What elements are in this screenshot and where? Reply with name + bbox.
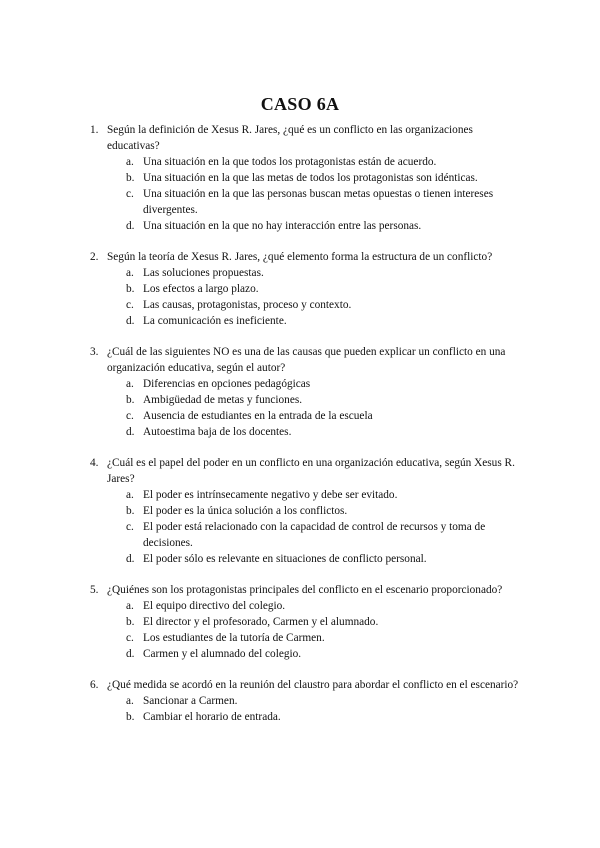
- question-3: [0, 344, 600, 440]
- option-letter: b.: [126, 172, 135, 184]
- option-letter: b.: [126, 616, 135, 628]
- question-text: Según la teoría de Xesus R. Jares, ¿qué elemento forma la estructura de un conflicto?: [107, 251, 493, 263]
- option-text: Cambiar el horario de entrada.: [143, 711, 281, 723]
- option-text: Una situación en la que todos los protagonistas están de acuerdo.: [143, 156, 437, 168]
- option-text: Autoestima baja de los docentes.: [143, 426, 292, 438]
- option-c: [0, 186, 600, 218]
- option-letter: c.: [126, 632, 134, 644]
- option-letter: b.: [126, 394, 135, 406]
- option-letter: d.: [126, 315, 135, 327]
- option-letter: c.: [126, 299, 134, 311]
- option-letter: b.: [126, 283, 135, 295]
- option-text: Una situación en la que las personas buscan metas opuestas o tienen intereses divergentes.: [143, 188, 494, 216]
- option-list: [0, 693, 600, 725]
- option-text: El poder sólo es relevante en situaciones de conflicto personal.: [143, 553, 427, 565]
- option-text: Una situación en la que no hay interacción entre las personas.: [143, 220, 422, 232]
- option-letter: c.: [126, 521, 134, 533]
- option-b: [0, 281, 600, 297]
- question-1: [0, 122, 600, 234]
- option-list: [0, 376, 600, 440]
- option-text: El poder es intrínsecamente negativo y debe ser evitado.: [143, 489, 398, 501]
- question-text: ¿Qué medida se acordó en la reunión del claustro para abordar el conflicto en el escenario?: [107, 679, 519, 691]
- question-number: 5.: [90, 584, 99, 596]
- question-4: [0, 455, 600, 567]
- question-6: [0, 677, 600, 725]
- question-5: [0, 582, 600, 662]
- option-a: [0, 598, 600, 614]
- option-text: Diferencias en opciones pedagógicas: [143, 378, 311, 390]
- option-text: Las causas, protagonistas, proceso y contexto.: [143, 299, 352, 311]
- question-number: 4.: [90, 457, 99, 469]
- option-letter: a.: [126, 378, 134, 390]
- option-d: [0, 218, 600, 234]
- option-text: Ambigüedad de metas y funciones.: [143, 394, 303, 406]
- option-c: [0, 519, 600, 551]
- option-letter: d.: [126, 426, 135, 438]
- question-text: ¿Cuál de las siguientes NO es una de las causas que pueden explicar un conflicto en una organización educativa, según el autor?: [107, 346, 506, 374]
- option-letter: a.: [126, 600, 134, 612]
- option-b: [0, 614, 600, 630]
- question-number: 2.: [90, 251, 99, 263]
- option-c: [0, 630, 600, 646]
- option-list: [0, 598, 600, 662]
- option-text: Las soluciones propuestas.: [143, 267, 264, 279]
- option-text: Los efectos a largo plazo.: [143, 283, 259, 295]
- option-text: Carmen y el alumnado del colegio.: [143, 648, 302, 660]
- option-a: [0, 487, 600, 503]
- question-text: ¿Cuál es el papel del poder en un conflicto en una organización educativa, según Xesus R. Jares?: [107, 457, 515, 485]
- question-number: 1.: [90, 124, 99, 136]
- option-list: [0, 487, 600, 567]
- option-letter: a.: [126, 267, 134, 279]
- option-text: Sancionar a Carmen.: [143, 695, 238, 707]
- option-c: [0, 408, 600, 424]
- question-text: ¿Quiénes son los protagonistas principales del conflicto en el escenario proporcionado?: [107, 584, 503, 596]
- option-a: [0, 265, 600, 281]
- option-b: [0, 503, 600, 519]
- option-a: [0, 376, 600, 392]
- option-text: Los estudiantes de la tutoría de Carmen.: [143, 632, 325, 644]
- option-d: [0, 551, 600, 567]
- option-letter: b.: [126, 711, 135, 723]
- option-text: La comunicación es ineficiente.: [143, 315, 287, 327]
- option-b: [0, 392, 600, 408]
- option-letter: a.: [126, 489, 134, 501]
- question-number: 3.: [90, 346, 99, 358]
- option-letter: c.: [126, 188, 134, 200]
- option-b: [0, 709, 600, 725]
- option-text: El poder está relacionado con la capacidad de control de recursos y toma de decisiones.: [143, 521, 486, 549]
- question-list: [0, 122, 600, 740]
- question-2: [0, 249, 600, 329]
- page-title: CASO 6A: [260, 94, 340, 114]
- option-d: [0, 424, 600, 440]
- option-a: [0, 154, 600, 170]
- question-number: 6.: [90, 679, 99, 691]
- option-c: [0, 297, 600, 313]
- option-letter: c.: [126, 410, 134, 422]
- option-a: [0, 693, 600, 709]
- question-text: Según la definición de Xesus R. Jares, ¿qué es un conflicto en las organizaciones educativas?: [107, 124, 473, 152]
- option-list: [0, 154, 600, 234]
- option-text: El director y el profesorado, Carmen y el alumnado.: [143, 616, 379, 628]
- option-letter: d.: [126, 220, 135, 232]
- option-d: [0, 313, 600, 329]
- option-letter: b.: [126, 505, 135, 517]
- option-text: Una situación en la que las metas de todos los protagonistas son idénticas.: [143, 172, 478, 184]
- option-d: [0, 646, 600, 662]
- option-letter: d.: [126, 648, 135, 660]
- option-letter: a.: [126, 156, 134, 168]
- option-b: [0, 170, 600, 186]
- option-letter: d.: [126, 553, 135, 565]
- option-text: Ausencia de estudiantes en la entrada de la escuela: [143, 410, 373, 422]
- option-text: El equipo directivo del colegio.: [143, 600, 286, 612]
- option-list: [0, 265, 600, 329]
- option-letter: a.: [126, 695, 134, 707]
- option-text: El poder es la única solución a los conflictos.: [143, 505, 348, 517]
